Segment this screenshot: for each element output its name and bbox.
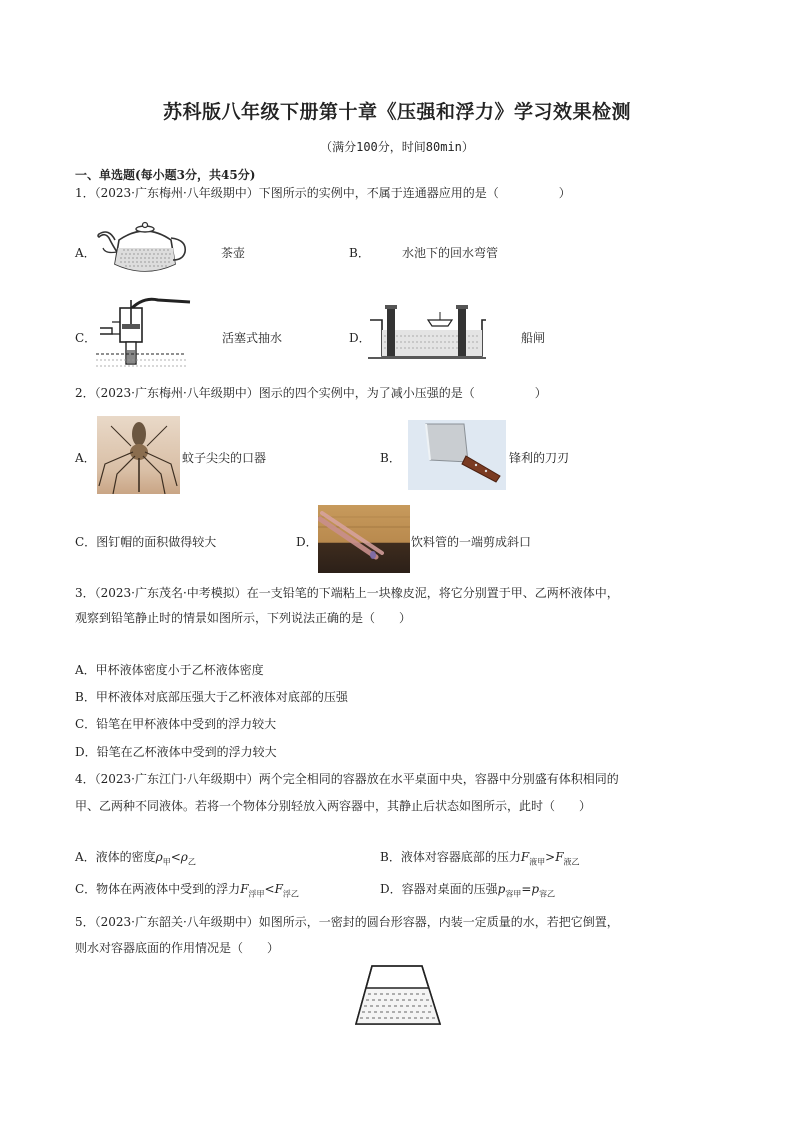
q2-option-d-letter: D． — [296, 535, 318, 549]
q1-option-c-letter: C． — [75, 331, 97, 345]
question-5-stem-line1: 5．（2023·广东韶关·八年级期中）如图所示，一密封的圆台形容器，内装一定质量的水，若把它倒置， — [75, 915, 619, 929]
q4-option-c: C．物体在两液体中受到的浮力$F_{浮甲}<F_{浮乙}$ — [75, 882, 299, 899]
question-1-stem: 1．（2023·广东梅州·八年级期中）下图所示的实例中，不属于连通器应用的是（ ） — [75, 186, 571, 200]
question-4-stem-line1: 4．（2023·广东江门·八年级期中）两个完全相同的容器放在水平桌面中央，容器中分别盛有体积相同的 — [75, 772, 619, 786]
q1-option-d-label: 船闸 — [521, 331, 546, 345]
straw-photo — [318, 505, 410, 573]
q3-option-b: B．甲杯液体对底部压强大于乙杯液体对底部的压强 — [75, 690, 348, 704]
q3-option-a: A．甲杯液体密度小于乙杯液体密度 — [75, 663, 264, 677]
q4-option-a: A．液体的密度$\rho_甲<\rho_乙$ — [75, 850, 196, 867]
q1-option-b-label: 水池下的回水弯管 — [402, 246, 499, 260]
ship-lock-figure — [368, 302, 488, 360]
mosquito-photo — [97, 416, 180, 494]
page-title: 苏科版八年级下册第十章《压强和浮力》学习效果检测 — [162, 101, 631, 123]
q1-option-a-label: 茶壶 — [221, 246, 246, 260]
q1-option-a-letter: A． — [75, 246, 96, 260]
q1-option-d-letter: D． — [349, 331, 371, 345]
q2-option-d-label: 饮料管的一端剪成斜口 — [411, 535, 532, 549]
q2-option-c-text: C．图钉帽的面积做得较大 — [75, 535, 217, 549]
question-3-stem-line1: 3．（2023·广东茂名·中考模拟）在一支铅笔的下端粘上一块橡皮泥，将它分别置于甲、乙两杯液体中， — [75, 586, 619, 600]
q1-option-b-letter: B． — [349, 246, 370, 260]
q4-option-b: B．液体对容器底部的压力$F_{液甲}>F_{液乙}$ — [380, 850, 580, 867]
frustum-container-figure — [352, 962, 444, 1028]
section-heading: 一、单选题(每小题3分，共45分) — [75, 168, 256, 182]
knife-photo — [408, 420, 506, 490]
q2-option-a-label: 蚊子尖尖的口器 — [182, 451, 267, 465]
q3-option-d: D．铅笔在乙杯液体中受到的浮力较大 — [75, 745, 277, 759]
question-2-stem: 2．（2023·广东梅州·八年级期中）图示的四个实例中，为了减小压强的是（ ） — [75, 386, 547, 400]
question-4-stem-line2: 甲、乙两种不同液体。若将一个物体分别轻放入两容器中，其静止后状态如图所示，此时（ ） — [75, 799, 592, 813]
piston-pump-figure — [92, 294, 192, 370]
page-subtitle: （满分100分，时间80min） — [320, 140, 474, 154]
q4-option-d: D．容器对桌面的压强$p_{容甲}=p_{容乙}$ — [380, 882, 556, 899]
q2-option-b-letter: B． — [380, 451, 401, 465]
q3-option-c: C．铅笔在甲杯液体中受到的浮力较大 — [75, 717, 277, 731]
question-3-stem-line2: 观察到铅笔静止时的情景如图所示，下列说法正确的是（ ） — [75, 611, 412, 625]
teapot-figure — [95, 218, 195, 280]
question-5-stem-line2: 则水对容器底面的作用情况是（ ） — [75, 941, 280, 955]
q2-option-b-label: 锋利的刀刃 — [509, 451, 570, 465]
q1-option-c-label: 活塞式抽水 — [222, 331, 283, 345]
q2-option-a-letter: A． — [75, 451, 96, 465]
